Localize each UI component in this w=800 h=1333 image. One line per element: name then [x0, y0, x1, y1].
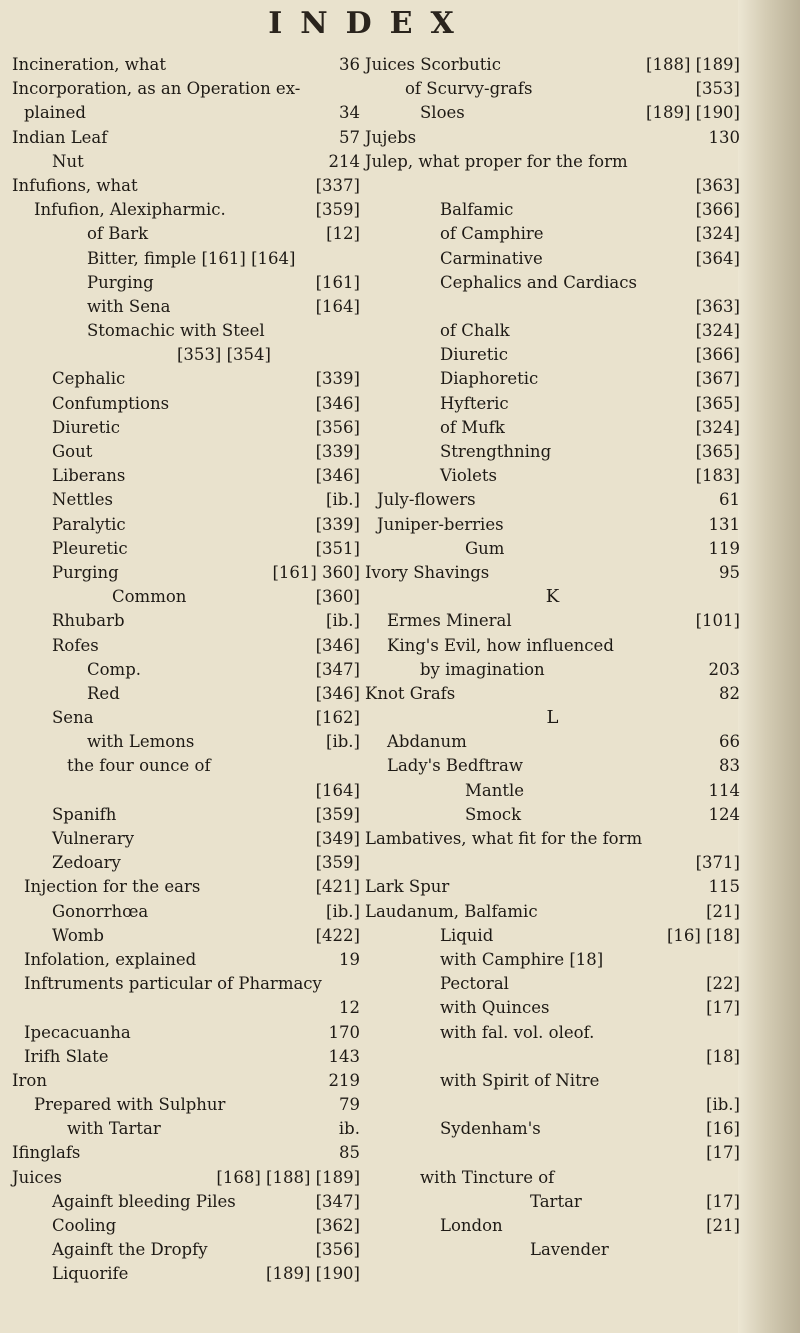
index-entry [365, 779, 740, 803]
index-entry [12, 126, 360, 150]
index-entry [365, 851, 740, 875]
entry-term: Ivory Shavings [365, 562, 490, 582]
index-entry [365, 126, 740, 150]
index-entry [12, 271, 360, 295]
index-entry [365, 972, 740, 996]
index-entry [12, 996, 360, 1020]
entry-term: Lambatives, what fit for the form [365, 829, 643, 848]
index-entry [12, 1093, 360, 1117]
entry-page-ref: [164] [315, 780, 360, 800]
entry-term: Womb [52, 925, 104, 945]
entry-page-ref: [364] [695, 248, 740, 268]
entry-term: with Lemons [87, 732, 195, 752]
entry-page-ref: [362] [315, 1216, 360, 1235]
entry-term: Knot Grafs [365, 683, 456, 703]
index-entry [365, 730, 740, 754]
entry-page-ref: [18] [706, 1046, 740, 1066]
entry-term: London [440, 1216, 503, 1235]
index-entry [12, 295, 360, 319]
entry-term: Violets [440, 466, 497, 486]
entry-page-ref: 66 [719, 732, 740, 752]
entry-page-ref: [346] [315, 683, 360, 703]
index-entry [12, 537, 360, 561]
index-entry [12, 658, 360, 682]
index-entry [12, 150, 360, 174]
entry-term: Ipecacuanha [24, 1022, 131, 1042]
entry-page-ref: [346] [315, 635, 360, 655]
entry-term: July-flowers [377, 490, 476, 510]
entry-term: Rofes [52, 635, 99, 655]
index-entry [12, 1069, 360, 1093]
entry-term: Infufion, Alexipharmic. [34, 200, 226, 220]
entry-term: Ermes Mineral [387, 611, 512, 631]
index-entry [12, 875, 360, 899]
entry-page-ref: [366] [695, 200, 740, 220]
entry-term: of Chalk [440, 321, 510, 341]
index-entry [365, 343, 740, 367]
entry-term: Bitter, fimple [161] [164] [87, 248, 296, 268]
entry-term: Confumptions [52, 393, 170, 413]
entry-term: Abdanum [387, 732, 467, 752]
entry-term: Liberans [52, 466, 126, 486]
entry-term: of Camphire [440, 224, 544, 244]
index-entry [12, 1238, 360, 1262]
entry-term: [353] [354] [177, 345, 271, 365]
index-entry [12, 513, 360, 537]
entry-term: Nut [52, 151, 84, 171]
index-entry [365, 706, 740, 730]
index-entry [12, 440, 360, 464]
index-entry [365, 585, 740, 609]
entry-page-ref: [324] [695, 224, 740, 244]
index-entry [365, 924, 740, 948]
entry-page-ref: 83 [719, 756, 740, 776]
index-entry [365, 367, 740, 391]
index-entry [365, 464, 740, 488]
entry-page-ref: [366] [695, 345, 740, 365]
index-entry [12, 222, 360, 246]
entry-page-ref: [189] [190] [646, 103, 740, 123]
entry-page-ref: 57 [339, 127, 360, 147]
entry-term: plained [24, 103, 86, 123]
index-entry [12, 900, 360, 924]
index-entry [12, 198, 360, 222]
entry-page-ref: [346] [315, 393, 360, 413]
entry-term: Juices Scorbutic [365, 55, 501, 74]
index-entry [12, 392, 360, 416]
entry-term: with Tincture of [420, 1167, 555, 1187]
entry-page-ref: [346] [315, 466, 360, 486]
index-entry [12, 53, 360, 77]
entry-term: Incorporation, as an Operation ex- [12, 79, 301, 99]
entry-page-ref: 34 [339, 103, 360, 123]
index-entry [12, 319, 360, 343]
index-entry [12, 634, 360, 658]
entry-page-ref: 203 [708, 659, 740, 679]
index-entry [365, 1141, 740, 1165]
index-entry [365, 1190, 740, 1214]
entry-term: Incineration, what [12, 55, 166, 74]
entry-term: Lark Spur [365, 877, 450, 897]
index-entry [12, 972, 360, 996]
entry-term: Paralytic [52, 514, 126, 534]
entry-page-ref: [189] [190] [266, 1264, 360, 1284]
entry-term: with Tartar [67, 1119, 161, 1139]
index-entry [12, 1214, 360, 1238]
entry-page-ref: [16] [18] [667, 925, 740, 945]
entry-term: Mantle [465, 780, 525, 800]
index-entry [12, 754, 360, 778]
entry-term: Purging [52, 562, 119, 582]
entry-page-ref: 79 [339, 1095, 360, 1115]
index-entry [365, 1093, 740, 1117]
entry-term: Vulnerary [52, 829, 135, 848]
entry-term: Tartar [530, 1191, 582, 1211]
index-entry [365, 295, 740, 319]
entry-page-ref: 85 [339, 1143, 360, 1163]
entry-page-ref: 82 [719, 683, 740, 703]
entry-page-ref: [183] [695, 466, 740, 486]
index-entry [365, 609, 740, 633]
entry-term: Spanifh [52, 804, 117, 824]
index-entry [365, 77, 740, 101]
entry-term: of Mufk [440, 417, 505, 437]
entry-term: King's Evil, how influenced [387, 635, 614, 655]
entry-term: Red [87, 683, 120, 703]
entry-page-ref: [17] [706, 998, 740, 1018]
entry-page-ref: [337] [315, 175, 360, 195]
entry-term: Lady's Bedftraw [387, 756, 523, 776]
entry-term: Comp. [87, 659, 142, 679]
entry-term: Hyfteric [440, 393, 509, 413]
entry-term: Irifh Slate [24, 1046, 109, 1066]
section-letter: L [546, 707, 559, 729]
entry-term: Diaphoretic [440, 369, 539, 389]
entry-term: with Sena [87, 296, 171, 316]
index-entry [12, 1141, 360, 1165]
index-entry [365, 754, 740, 778]
entry-term: Cooling [52, 1216, 117, 1235]
index-entry [365, 1166, 740, 1190]
entry-page-ref: [359] [315, 200, 360, 220]
entry-term: Injection for the ears [24, 877, 201, 897]
index-entry [365, 561, 740, 585]
index-entry [12, 851, 360, 875]
index-entry [12, 730, 360, 754]
entry-term: Gum [465, 538, 505, 558]
entry-term: Inftruments particular of Pharmacy [24, 974, 322, 994]
index-entry [12, 609, 360, 633]
entry-page-ref: [365] [695, 393, 740, 413]
entry-page-ref: [ib.] [326, 732, 360, 752]
entry-page-ref: [ib.] [326, 490, 360, 510]
entry-term: Againft the Dropfy [52, 1240, 208, 1260]
index-entry [365, 101, 740, 125]
index-entry [12, 464, 360, 488]
entry-term: Juniper-berries [377, 514, 504, 534]
entry-page-ref: [ib.] [326, 611, 360, 631]
entry-term: Lavender [530, 1240, 609, 1260]
entry-term: Againft bleeding Piles [52, 1191, 236, 1211]
entry-page-ref: 124 [708, 804, 740, 824]
entry-page-ref: [324] [695, 417, 740, 437]
index-entry [365, 996, 740, 1020]
section-letter: K [545, 586, 560, 608]
index-entry [365, 247, 740, 271]
entry-term: Cephalics and Cardiacs [440, 272, 637, 292]
entry-page-ref: [339] [315, 369, 360, 389]
entry-page-ref: 130 [708, 127, 740, 147]
index-entry [365, 271, 740, 295]
index-entry [365, 827, 740, 851]
entry-term: Iron [12, 1070, 47, 1090]
entry-page-ref: [16] [706, 1119, 740, 1139]
entry-term: with Quinces [440, 998, 550, 1018]
entry-term: Gout [52, 442, 93, 461]
index-entry [365, 53, 740, 77]
entry-page-ref: 95 [719, 562, 740, 582]
index-entry [365, 900, 740, 924]
index-entry [365, 222, 740, 246]
right-column [365, 53, 740, 1262]
entry-term: Pleuretic [52, 538, 128, 558]
index-entry [12, 1166, 360, 1190]
entry-term: of Scurvy-grafs [405, 79, 533, 99]
entry-term: Diuretic [440, 345, 508, 365]
entry-term: Sydenham's [440, 1119, 541, 1139]
entry-page-ref: 143 [328, 1046, 360, 1066]
entry-page-ref: [347] [315, 659, 360, 679]
entry-term: the four ounce of [67, 756, 211, 776]
entry-term: with fal. vol. oleof. [440, 1022, 595, 1042]
entry-term: Smock [465, 804, 522, 824]
entry-term: by imagination [420, 659, 545, 679]
index-entry [12, 1021, 360, 1045]
entry-page-ref: [164] [315, 296, 360, 316]
entry-term: Nettles [52, 490, 113, 510]
index-entry [12, 1190, 360, 1214]
index-entry [365, 174, 740, 198]
index-entry [12, 488, 360, 512]
entry-term: Stomachic with Steel [87, 321, 265, 341]
entry-term: Rhubarb [52, 611, 125, 631]
entry-page-ref: 61 [719, 490, 740, 510]
entry-page-ref: [17] [706, 1143, 740, 1163]
index-entry [12, 1045, 360, 1069]
index-entry [12, 561, 360, 585]
entry-page-ref: [365] [695, 442, 740, 461]
entry-term: Liquorife [52, 1264, 129, 1284]
entry-term: Infolation, explained [24, 949, 197, 969]
entry-term: Infufions, what [12, 175, 138, 195]
entry-term: Ifinglafs [12, 1143, 81, 1163]
index-entry [365, 682, 740, 706]
entry-page-ref: [363] [695, 296, 740, 316]
page-header: INDEX [268, 6, 472, 41]
entry-term: Gonorrhœa [52, 901, 149, 921]
index-entry [12, 174, 360, 198]
index-entry [365, 1238, 740, 1262]
entry-term: with Camphire [18] [440, 949, 604, 969]
entry-page-ref: ib. [338, 1119, 360, 1139]
entry-term: Liquid [440, 925, 494, 945]
index-entry [365, 150, 740, 174]
entry-term: Sena [52, 708, 94, 728]
entry-term: Purging [87, 272, 154, 292]
index-entry [12, 585, 360, 609]
entry-page-ref: 214 [328, 151, 360, 171]
entry-page-ref: [101] [695, 611, 740, 631]
index-entry [12, 803, 360, 827]
entry-term: Indian Leaf [12, 127, 108, 147]
entry-page-ref: [353] [695, 79, 740, 99]
entry-page-ref: 170 [328, 1022, 360, 1042]
entry-page-ref: 131 [708, 514, 740, 534]
entry-page-ref: [422] [315, 925, 360, 945]
index-entry [12, 682, 360, 706]
entry-page-ref: 219 [328, 1070, 360, 1090]
entry-page-ref: 114 [708, 780, 740, 800]
entry-page-ref: [339] [315, 514, 360, 534]
index-entry [12, 416, 360, 440]
entry-page-ref: 12 [339, 998, 360, 1018]
entry-page-ref: [188] [189] [646, 55, 740, 74]
entry-term: Diuretic [52, 417, 120, 437]
index-entry [365, 513, 740, 537]
index-entry [365, 416, 740, 440]
entry-page-ref: 19 [339, 949, 360, 969]
entry-term: Pectoral [440, 974, 509, 994]
entry-term: Laudanum, Balfamic [365, 901, 538, 921]
entry-page-ref: [360] [315, 587, 360, 607]
entry-page-ref: [161] [315, 272, 360, 292]
entry-term: Jujebs [365, 127, 417, 147]
entry-page-ref: [347] [315, 1191, 360, 1211]
entry-page-ref: [421] [315, 877, 360, 897]
entry-page-ref: [17] [706, 1191, 740, 1211]
entry-term: Sloes [420, 103, 465, 123]
entry-page-ref: [356] [315, 417, 360, 437]
entry-page-ref: [21] [706, 901, 740, 921]
entry-term: of Bark [87, 224, 149, 244]
index-entry [12, 367, 360, 391]
entry-page-ref: [371] [695, 853, 740, 873]
index-entry [12, 1262, 360, 1286]
entry-page-ref: [339] [315, 442, 360, 461]
entry-page-ref: [359] [315, 853, 360, 873]
entry-page-ref: 36 [339, 55, 360, 74]
index-entry [365, 1117, 740, 1141]
entry-page-ref: [324] [695, 321, 740, 341]
entry-page-ref: [351] [315, 538, 360, 558]
entry-term: with Spirit of Nitre [440, 1070, 600, 1090]
index-entry [365, 658, 740, 682]
entry-page-ref: 115 [708, 877, 740, 897]
index-entry [12, 827, 360, 851]
entry-page-ref: [356] [315, 1240, 360, 1260]
index-entry [365, 392, 740, 416]
index-entry [365, 440, 740, 464]
entry-term: Balfamic [440, 200, 514, 220]
index-entry [365, 634, 740, 658]
entry-term: Cephalic [52, 369, 126, 389]
entry-page-ref: [168] [188] [189] [216, 1167, 360, 1187]
entry-page-ref: [349] [315, 829, 360, 848]
index-entry [12, 343, 360, 367]
entry-page-ref: [359] [315, 804, 360, 824]
entry-page-ref: [161] 360] [272, 562, 360, 582]
index-entry [12, 101, 360, 125]
page-edge-shadow [738, 0, 800, 1333]
entry-page-ref: [ib.] [706, 1095, 740, 1115]
entry-page-ref: [363] [695, 175, 740, 195]
index-entry [365, 1069, 740, 1093]
entry-page-ref: 119 [708, 538, 740, 558]
index-entry [365, 1021, 740, 1045]
entry-page-ref: [21] [706, 1216, 740, 1235]
index-entry [12, 706, 360, 730]
entry-term: Zedoary [52, 853, 121, 873]
index-entry [365, 948, 740, 972]
entry-term: Julep, what proper for the form [365, 151, 628, 171]
index-entry [365, 198, 740, 222]
index-entry [365, 875, 740, 899]
index-entry [365, 1045, 740, 1069]
entry-page-ref: [367] [695, 369, 740, 389]
index-entry [12, 1117, 360, 1141]
index-entry [365, 537, 740, 561]
entry-page-ref: [162] [315, 708, 360, 728]
left-column [12, 53, 360, 1287]
entry-term: Common [112, 587, 187, 607]
entry-page-ref: [12] [326, 224, 360, 244]
entry-page-ref: [22] [706, 974, 740, 994]
index-entry [365, 1214, 740, 1238]
index-entry [365, 319, 740, 343]
entry-term: Strengthning [440, 442, 552, 461]
index-entry [12, 948, 360, 972]
entry-term: Carminative [440, 248, 543, 268]
entry-page-ref: [ib.] [326, 901, 360, 921]
entry-term: Prepared with Sulphur [34, 1095, 226, 1115]
index-entry [12, 77, 360, 101]
index-entry [12, 247, 360, 271]
index-entry [12, 779, 360, 803]
entry-term: Juices [12, 1167, 62, 1187]
index-entry [365, 803, 740, 827]
index-entry [12, 924, 360, 948]
index-entry [365, 488, 740, 512]
